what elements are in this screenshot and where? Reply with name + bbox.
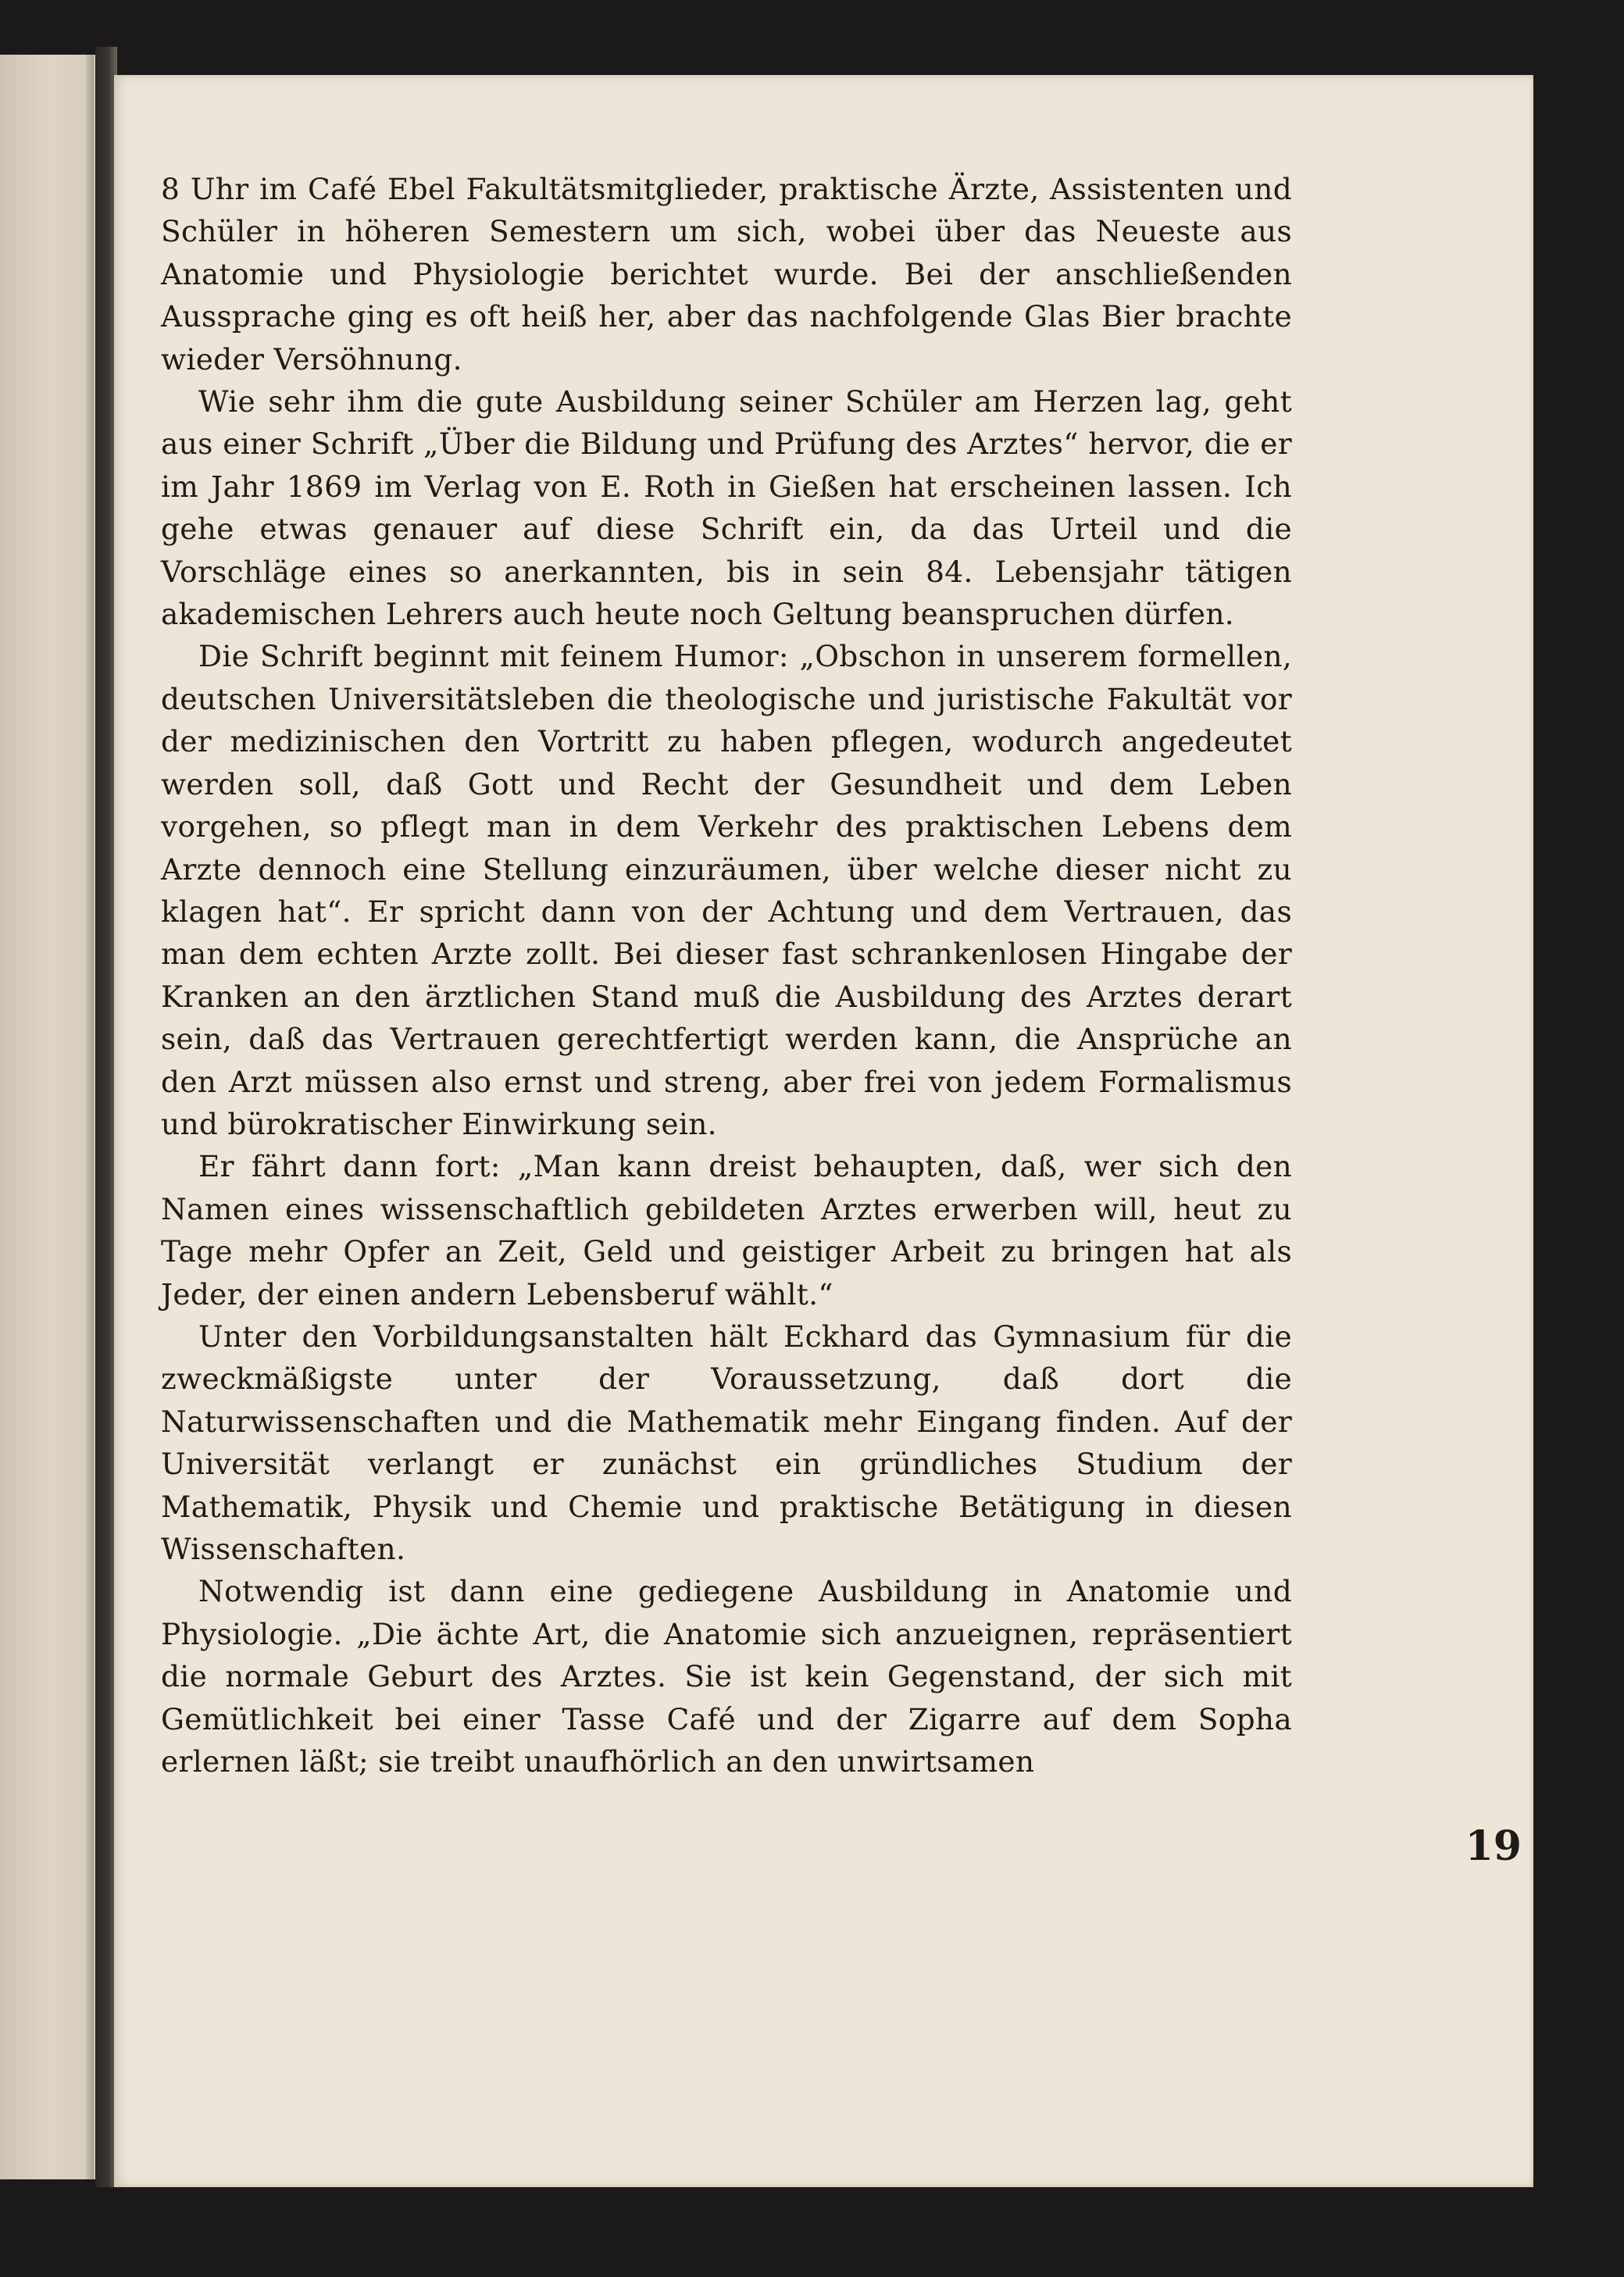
paragraph-1: 8 Uhr im Café Ebel Fakultätsmitglieder, praktische Ärzte, Assistenten und Schüler in höheren Semestern um sich, wobei über das Neueste aus Anatomie und Physiologie berichtet wurde. Bei der anschließenden Aussprache ging es oft heiß her, aber das nachfolgende Glas Bier brachte wieder Versöhnung. — [161, 172, 1292, 377]
paragraph-3: Die Schrift beginnt mit feinem Humor: „Obschon in unserem formellen, deutschen Universitätsleben die theologische und juristische Fakultät vor der medizinischen den Vortritt zu haben pflegen, wodurch angedeutet werden soll, daß Gott und Recht der Gesundheit und dem Leben vorgehen, so pflegt man in dem Verkehr des praktischen Lebens dem Arzte dennoch eine Stellung einzuräumen, über welche dieser nicht zu klagen hat“. Er spricht dann von der Achtung und dem Vertrauen, das man dem echten Arzte zollt. Bei dieser fast schrankenlosen Hingabe der Kranken an den ärztlichen Stand muß die Ausbildung des Arztes derart sein, daß das Vertrauen gerechtfertigt werden kann, die Ansprüche an den Arzt müssen also ernst und streng, aber frei von jedem Formalismus und bürokratischer Einwirkung sein. — [161, 639, 1292, 1141]
paragraph-6: Notwendig ist dann eine gediegene Ausbildung in Anatomie und Physiologie. „Die ächte Art, die Anatomie sich anzueignen, repräsentiert die normale Geburt des Arztes. Sie ist kein Gegenstand, der sich mit Gemütlichkeit bei einer Tasse Café und der Zigarre auf dem Sopha erlernen läßt; sie treibt unaufhörlich an den unwirtsamen — [161, 1574, 1292, 1779]
left-page-edge — [0, 55, 111, 2179]
body-text — [161, 168, 1292, 1783]
paragraph-4: Er fährt dann fort: „Man kann dreist behaupten, daß, wer sich den Namen eines wissenschaftlich gebildeten Arztes erwerben will, heut zu Tage mehr Opfer an Zeit, Geld und geistiger Arbeit zu bringen hat als Jeder, der einen andern Lebensberuf wählt.“ — [161, 1149, 1292, 1312]
paragraph-2: Wie sehr ihm die gute Ausbildung seiner Schüler am Herzen lag, geht aus einer Schrift „Über die Bildung und Prüfung des Arztes“ hervor, die er im Jahr 1869 im Verlag von E. Roth in Gießen hat erscheinen lassen. Ich gehe etwas genauer auf diese Schrift ein, da das Urteil und die Vorschläge eines so anerkannten, bis in sein 84. Lebensjahr tätigen akademischen Lehrers auch heute noch Geltung beanspruchen dürfen. — [161, 384, 1292, 632]
page-number: 19 — [1465, 1822, 1522, 1870]
page-stack-edge — [86, 55, 94, 2179]
paragraph-5: Unter den Vorbildungsanstalten hält Eckhard das Gymnasium für die zweckmäßigste unter der Voraussetzung, daß dort die Naturwissenschaften und die Mathematik mehr Eingang finden. Auf der Universität verlangt er zunächst ein gründliches Studium der Mathematik, Physik und Chemie und praktische Betätigung in diesen Wissenschaften. — [161, 1319, 1292, 1566]
